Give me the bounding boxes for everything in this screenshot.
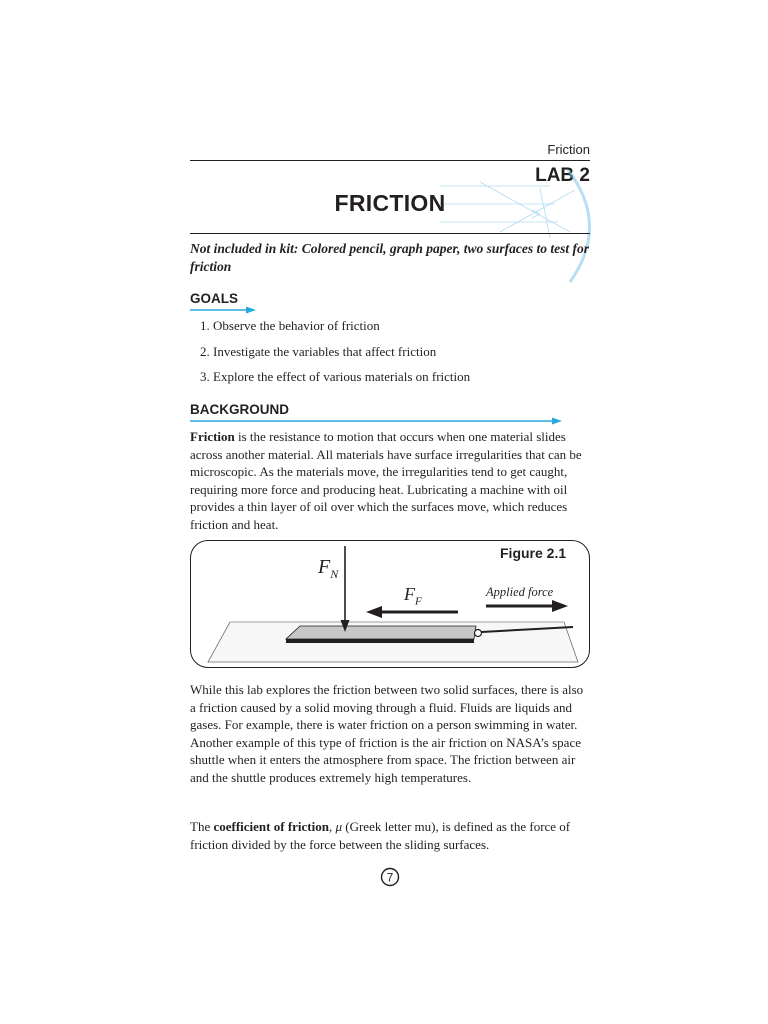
running-header: Friction [547,142,590,157]
goals-heading-arrow-icon [190,305,256,315]
goal-item: 1. Observe the behavior of friction [200,318,380,333]
applied-force-label: Applied force [486,585,554,599]
figure-label: Figure 2.1 [500,545,567,561]
fluid-friction-paragraph: While this lab explores the friction between two solid surfaces, there is also a friction caused by a solid moving through a fluid. Fluids are liquids and gases. For example, there is water friction on a person swimming in water. Another example of this type of friction is the air friction on NASA’s space shuttle when it enters the atmosphere from space. The friction between air and the shuttle produces extremely high temperatures. [190,682,584,785]
lab-number: LAB 2 [535,165,590,186]
friction-term: Friction [190,429,235,444]
goals-heading: GOALS [190,291,239,306]
page-number-text: 7 [386,870,394,885]
materials-note: Not included in kit: Colored pencil, graph paper, two surfaces to test for friction [190,241,590,274]
background-text: is the resistance to motion that occurs when one material slides across another material. All materials have surface irregularities that can be microscopic. As the materials move, the irregularities tend to get caught, requiring more force and producing heat. Lubricating a machine with oil provides a thin layer of oil over which the surfaces move, which reduces friction and heat. [190,429,582,532]
hook [475,630,482,637]
coefficient-term: coefficient of friction [213,819,329,834]
sliding-block [286,626,476,639]
background-heading-arrow-icon [190,416,562,426]
background-heading: BACKGROUND [190,402,289,417]
coefficient-paragraph: The coefficient of friction, μ (Greek letter mu), is defined as the force of friction divided by the force between the sliding surfaces. [190,819,571,852]
background-paragraph [190,428,590,534]
lab-title: FRICTION [334,190,446,216]
goal-item: 3. Explore the effect of various materials on friction [200,369,471,384]
title-rule [190,233,590,234]
goals-list [200,317,580,394]
mu-symbol: μ [335,819,343,834]
normal-force-label: $F_N$ [318,556,339,581]
page-number [380,867,400,887]
goal-item: 2. Investigate the variables that affect friction [200,343,437,359]
friction-force-label: $F_F$ [404,584,422,608]
header-rule [190,160,590,161]
